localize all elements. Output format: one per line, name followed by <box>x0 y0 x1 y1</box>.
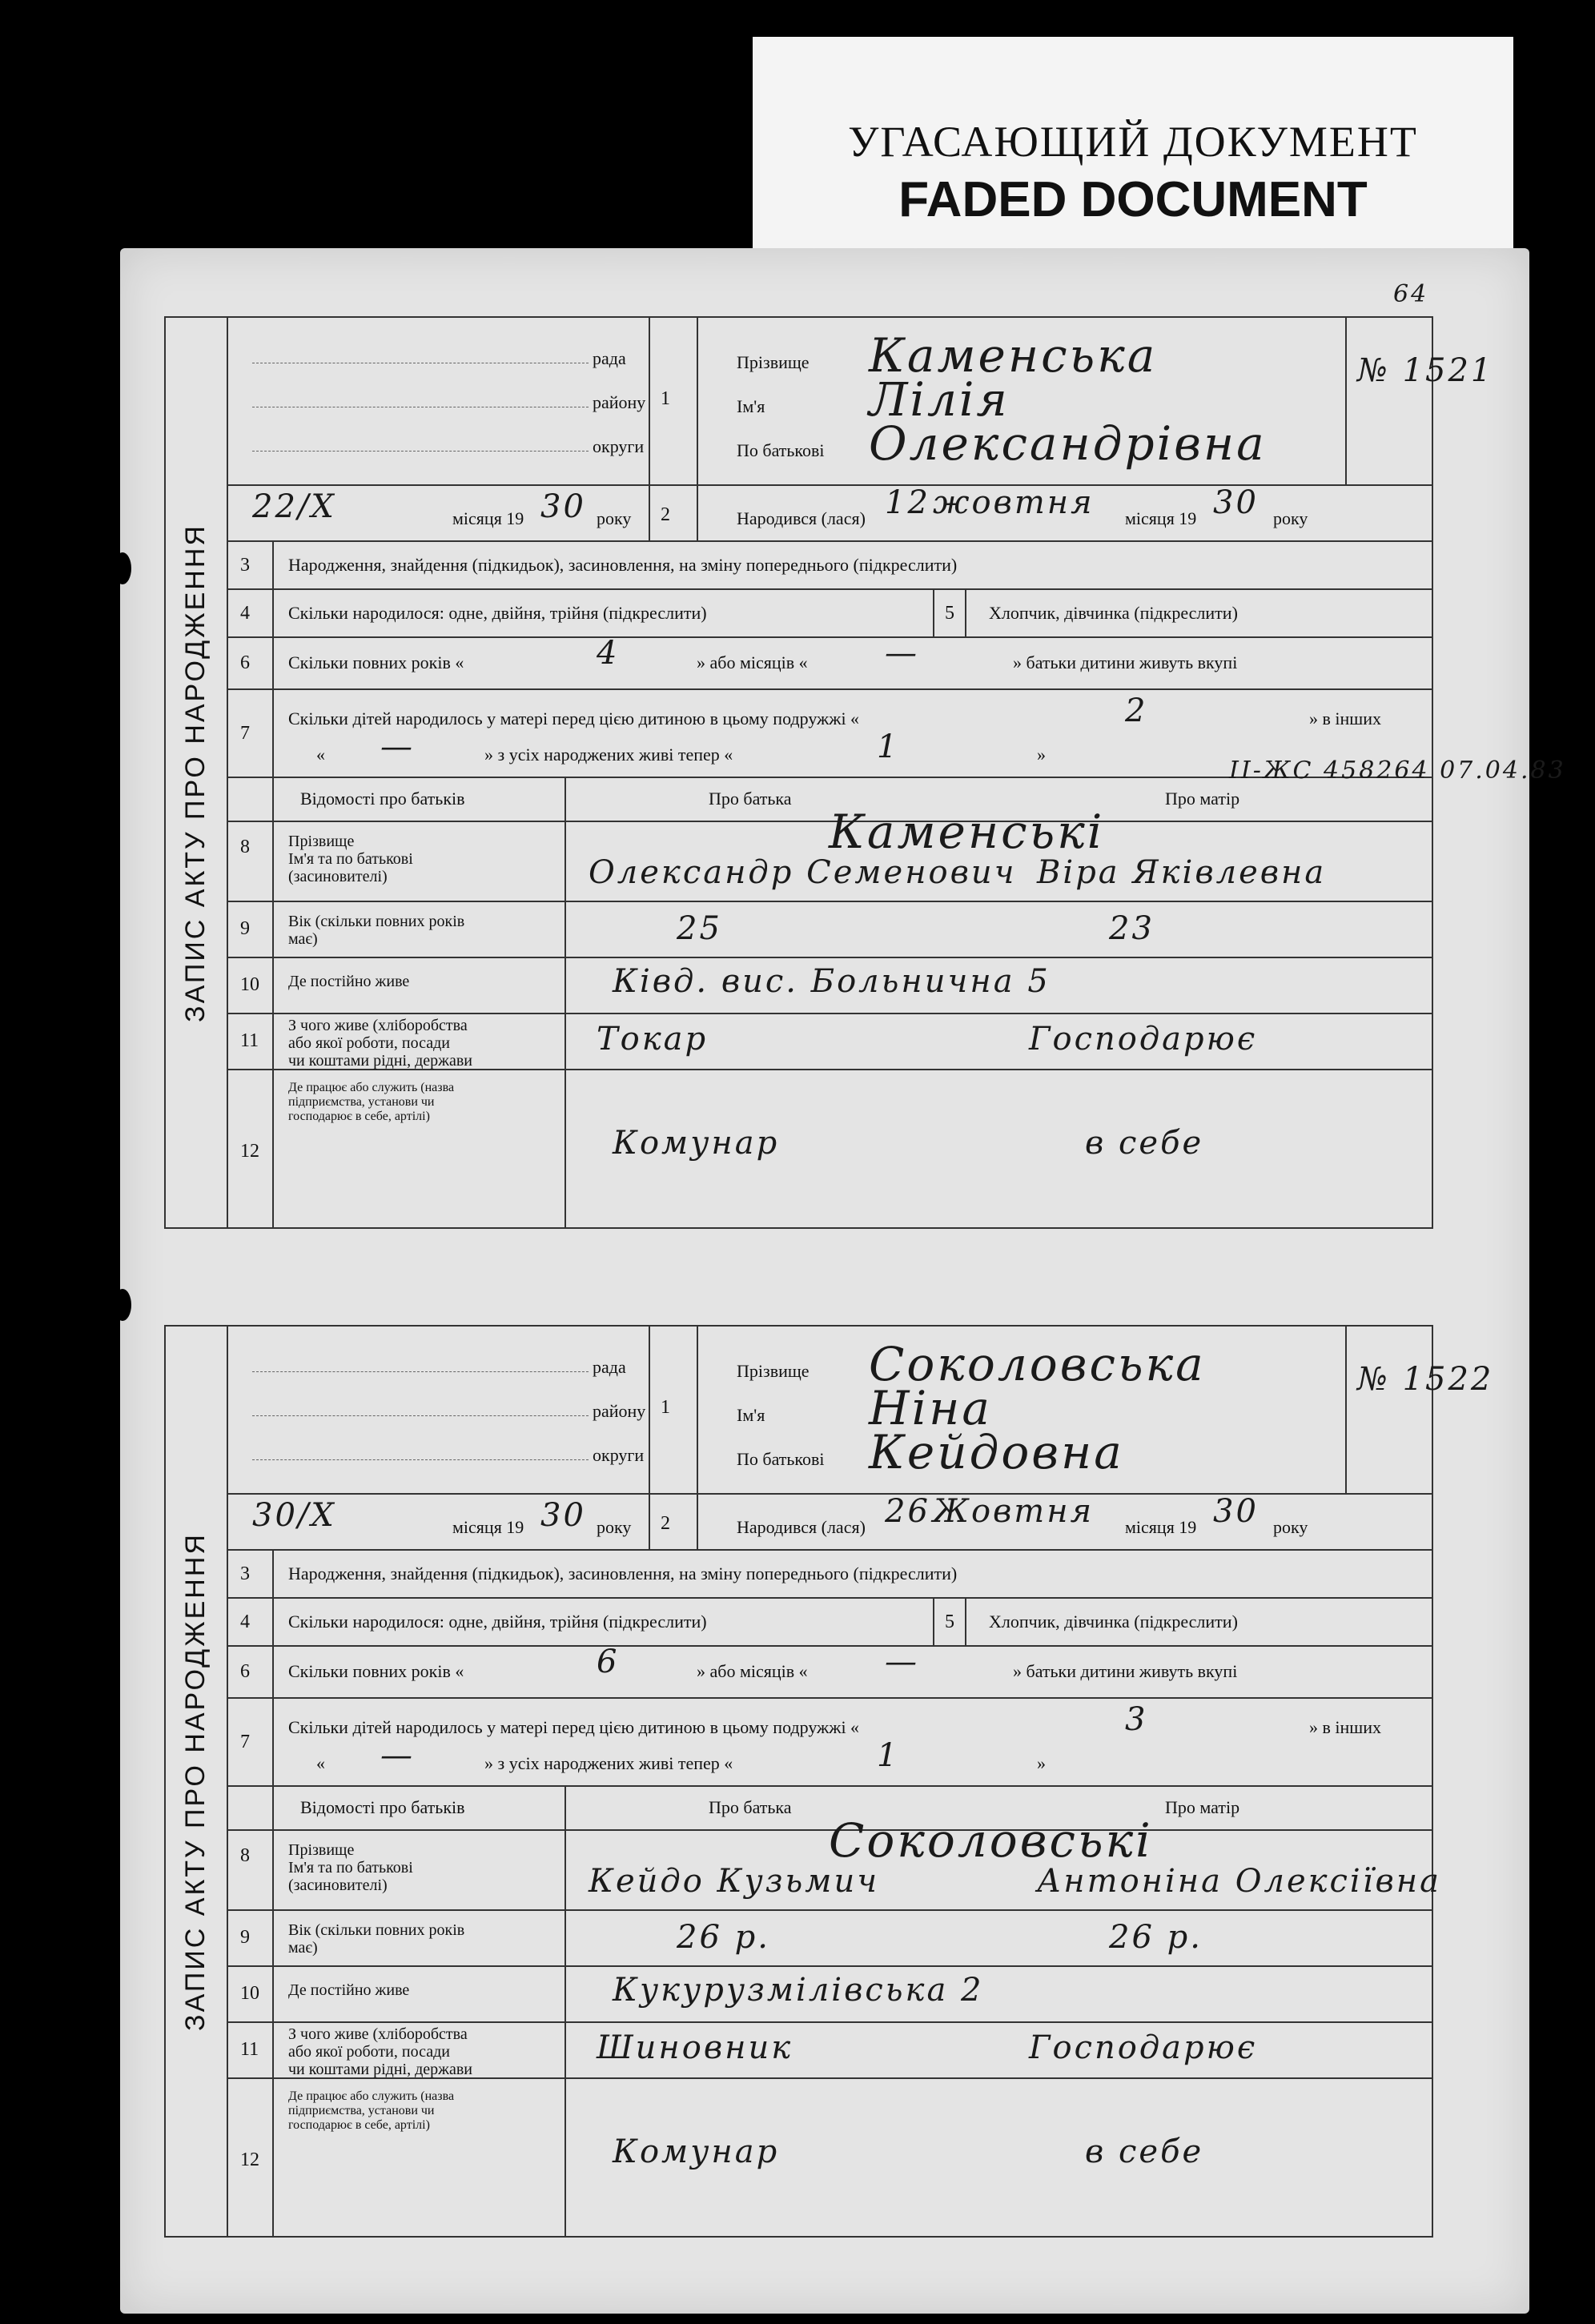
parents-r8-label: Прізвище Ім'я та по батькові (засиновителі) <box>288 833 413 885</box>
mother-occupation: Господарює <box>1029 1021 1258 1058</box>
form-label-rada: рада <box>593 1357 626 1377</box>
form-label-rada: рада <box>593 348 626 368</box>
mother-age: 23 <box>1109 910 1155 947</box>
birth-month: Жовтня <box>933 1493 1095 1530</box>
page-number: 64 <box>1393 280 1429 308</box>
mother-workplace: в себе <box>1085 2133 1204 2170</box>
father-age: 26 р. <box>677 1919 770 1956</box>
birth-day: 12 <box>885 484 930 521</box>
form-label-patronymic: По батькові <box>737 1449 825 1469</box>
form-label-surname: Прізвище <box>737 1361 810 1381</box>
father-occupation: Шиновник <box>597 2029 793 2066</box>
father-age: 25 <box>677 910 722 947</box>
form-label-patronymic: По батькові <box>737 440 825 460</box>
form-label-okrug: округи <box>593 436 645 456</box>
margin-note: II-ЖС 458264 07.04.83 <box>1229 757 1566 785</box>
mother-age: 26 р. <box>1109 1919 1203 1956</box>
years-together: 4 <box>597 635 620 672</box>
family-surname: Каменські <box>829 805 1105 859</box>
form-label-surname: Прізвище <box>737 352 810 372</box>
registration-date: 22/X <box>252 488 336 525</box>
father-occupation: Токар <box>597 1021 709 1058</box>
mother-name: Антоніна Олексіївна <box>1037 1863 1441 1900</box>
residence: Кукурузмілівська 2 <box>613 1972 984 2009</box>
parents-r9-label: Вік (скільки повних років має) <box>288 1921 465 1957</box>
parents-r12-label: Де працює або служить (назва підприємства, установи чи господарює в себе, артілі) <box>288 2089 455 2132</box>
father-name: Кейдо Кузьмич <box>589 1863 880 1900</box>
child-surname: Соколовська <box>869 1337 1206 1391</box>
family-surname: Соколовські <box>829 1813 1153 1868</box>
children-alive: 1 <box>877 1737 900 1774</box>
registration-number: № 1521 <box>1357 352 1494 389</box>
page-notch <box>114 552 131 584</box>
birth-month: жовтня <box>933 484 1095 521</box>
parents-r10-label: Де постійно живе <box>288 1981 410 1999</box>
mother-workplace: в себе <box>1085 1125 1204 1162</box>
parents-r8-label: Прізвище Ім'я та по батькові (засиновителі) <box>288 1841 413 1894</box>
mother-name: Віра Яківлевна <box>1037 854 1327 891</box>
form-label-name: Ім'я <box>737 396 765 416</box>
sidebar-title: ЗАПИС АКТУ ПРО НАРОДЖЕННЯ <box>179 1531 211 2031</box>
row4-label: Скільки народилося: одне, двійня, трійня (підкреслити) <box>288 603 707 623</box>
children-alive: 1 <box>877 729 900 765</box>
page-notch <box>114 1289 131 1321</box>
registration-date: 30/X <box>252 1497 336 1534</box>
label-line-en: FADED DOCUMENT <box>898 172 1368 227</box>
child-name: Лілія <box>869 372 1010 427</box>
row4-label: Скільки народилося: одне, двійня, трійня (підкреслити) <box>288 1612 707 1632</box>
faded-document-label <box>753 37 1513 269</box>
parents-r11-label: З чого живе (хліборобства або якої роботи, посади чи коштами рідні, держави <box>288 1017 472 1070</box>
mother-occupation: Господарює <box>1029 2029 1258 2066</box>
row5-label: Хлопчик, дівчинка (підкреслити) <box>989 1612 1238 1632</box>
parents-r9-label: Вік (скільки повних років має) <box>288 913 465 948</box>
father-workplace: Комунар <box>613 2133 780 2170</box>
form-label-name: Ім'я <box>737 1405 765 1425</box>
form-label-raion: району <box>593 1401 646 1421</box>
form-label-raion: району <box>593 392 646 412</box>
parents-r12-label: Де працює або служить (назва підприємства, установи чи господарює в себе, артілі) <box>288 1081 455 1123</box>
child-name: Ніна <box>869 1381 992 1435</box>
child-patronymic: Олександрівна <box>869 416 1267 471</box>
children-before: 2 <box>1125 692 1148 729</box>
parents-r10-label: Де постійно живе <box>288 973 410 990</box>
form-label-okrug: округи <box>593 1445 645 1465</box>
sidebar-title: ЗАПИС АКТУ ПРО НАРОДЖЕННЯ <box>179 523 211 1022</box>
years-together: 6 <box>597 1644 620 1680</box>
birth-day: 26 <box>885 1493 930 1530</box>
father-name: Олександр Семенович <box>589 854 1017 891</box>
residence: Ківд. вис. Больнична 5 <box>613 963 1051 1000</box>
children-before: 3 <box>1125 1701 1148 1738</box>
row3-label: Народження, знайдення (підкидьок), засиновлення, на зміну попереднього (підкреслити) <box>288 1563 958 1583</box>
row5-label: Хлопчик, дівчинка (підкреслити) <box>989 603 1238 623</box>
child-surname: Каменська <box>869 328 1158 383</box>
label-line-ru: УГАСАЮЩИЙ ДОКУМЕНТ <box>848 118 1418 166</box>
row3-label: Народження, знайдення (підкидьок), засиновлення, на зміну попереднього (підкреслити) <box>288 555 958 575</box>
registration-number: № 1522 <box>1357 1361 1494 1398</box>
child-patronymic: Кейдовна <box>869 1425 1124 1479</box>
father-workplace: Комунар <box>613 1125 780 1162</box>
parents-r11-label: З чого живе (хліборобства або якої роботи, посади чи коштами рідні, держави <box>288 2025 472 2078</box>
